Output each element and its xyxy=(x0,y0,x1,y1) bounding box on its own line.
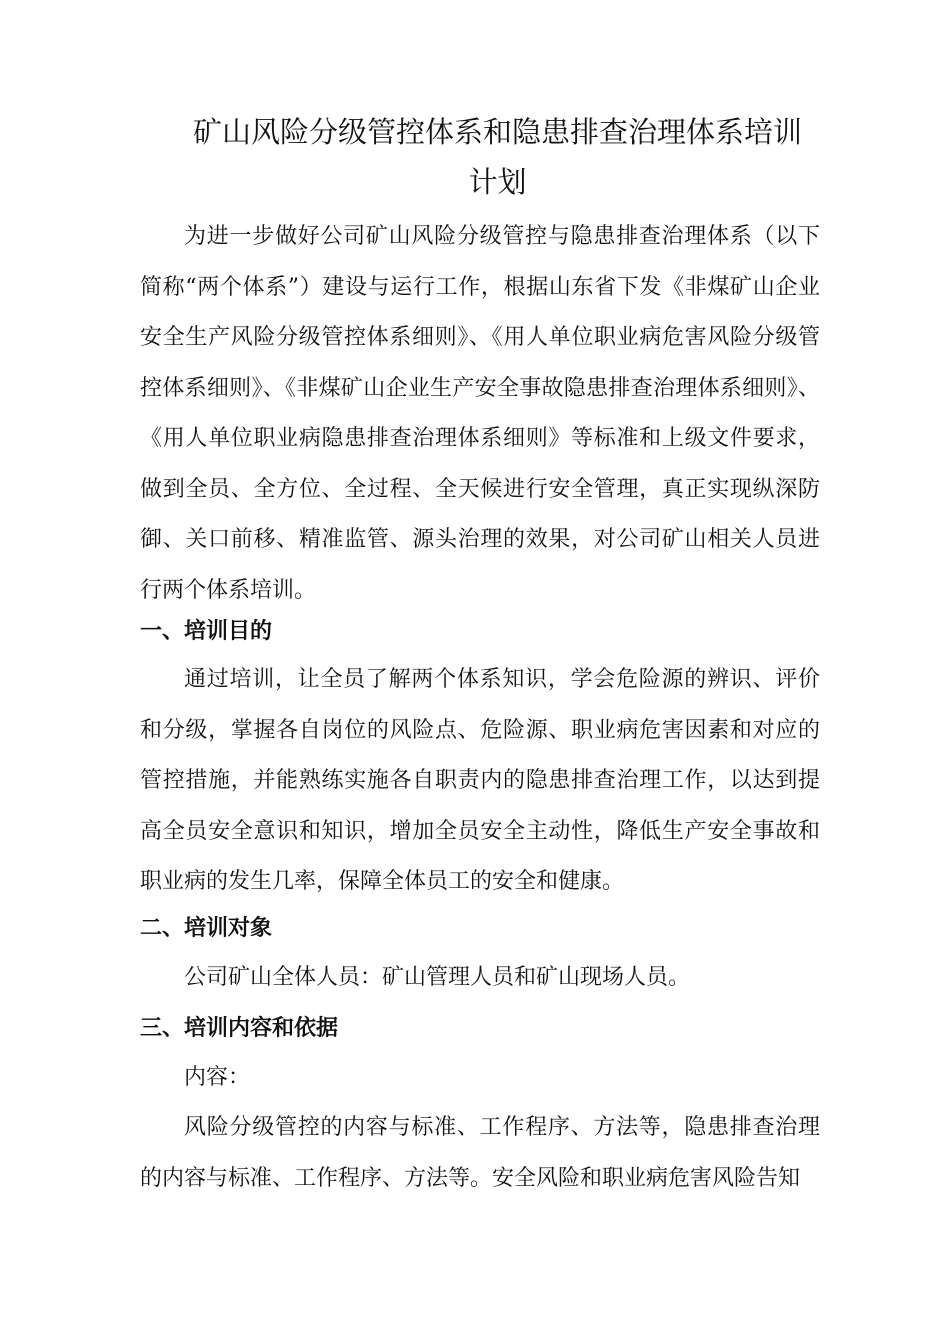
purpose-paragraph: 通过培训，让全员了解两个体系知识，学会危险源的辨识、评价和分级，掌握各自岗位的风险点、危险源、职业病危害因素和对应的管控措施，并能熟练实施各自职责内的隐患排查治理工作，以达到提高全员安全意识和知识，增加全员安全主动性，降低生产安全事故和职业病的发生几率，保障全体员工的安全和健康。 xyxy=(140,667,820,894)
document-title-line1: 矿山风险分级管控体系和隐患排查治理体系培训 xyxy=(192,115,802,149)
document-title-line2: 计划 xyxy=(468,165,527,199)
intro-paragraph: 为进一步做好公司矿山风险分级管控与隐患排查治理体系（以下简称“两个体系”）建设与运行工作，根据山东省下发《非煤矿山企业安全生产风险分级管控体系细则》、《用人单位职业病危害风险分级管控体系细则》、《非煤矿山企业生产安全事故隐患排查治理体系细则》、《用人单位职业病隐患排查治理体系细则》等标准和上级文件要求，做到全员、全方位、全过程、全天候进行安全管理，真正实现纵深防御、关口前移、精准监管、源头治理的效果，对公司矿山相关人员进行两个体系培训。 xyxy=(140,224,820,603)
section-heading-content: 三、培训内容和依据 xyxy=(140,1015,339,1041)
content-paragraph: 风险分级管控的内容与标准、工作程序、方法等，隐患排查治理的内容与标准、工作程序、方法等。安全风险和职业病危害风险告知 xyxy=(140,1115,820,1191)
content-label: 内容： xyxy=(184,1065,251,1090)
section-heading-purpose: 一、培训目的 xyxy=(140,618,273,644)
audience-paragraph: 公司矿山全体人员：矿山管理人员和矿山现场人员。 xyxy=(184,965,691,990)
section-heading-audience: 二、培训对象 xyxy=(140,915,273,941)
